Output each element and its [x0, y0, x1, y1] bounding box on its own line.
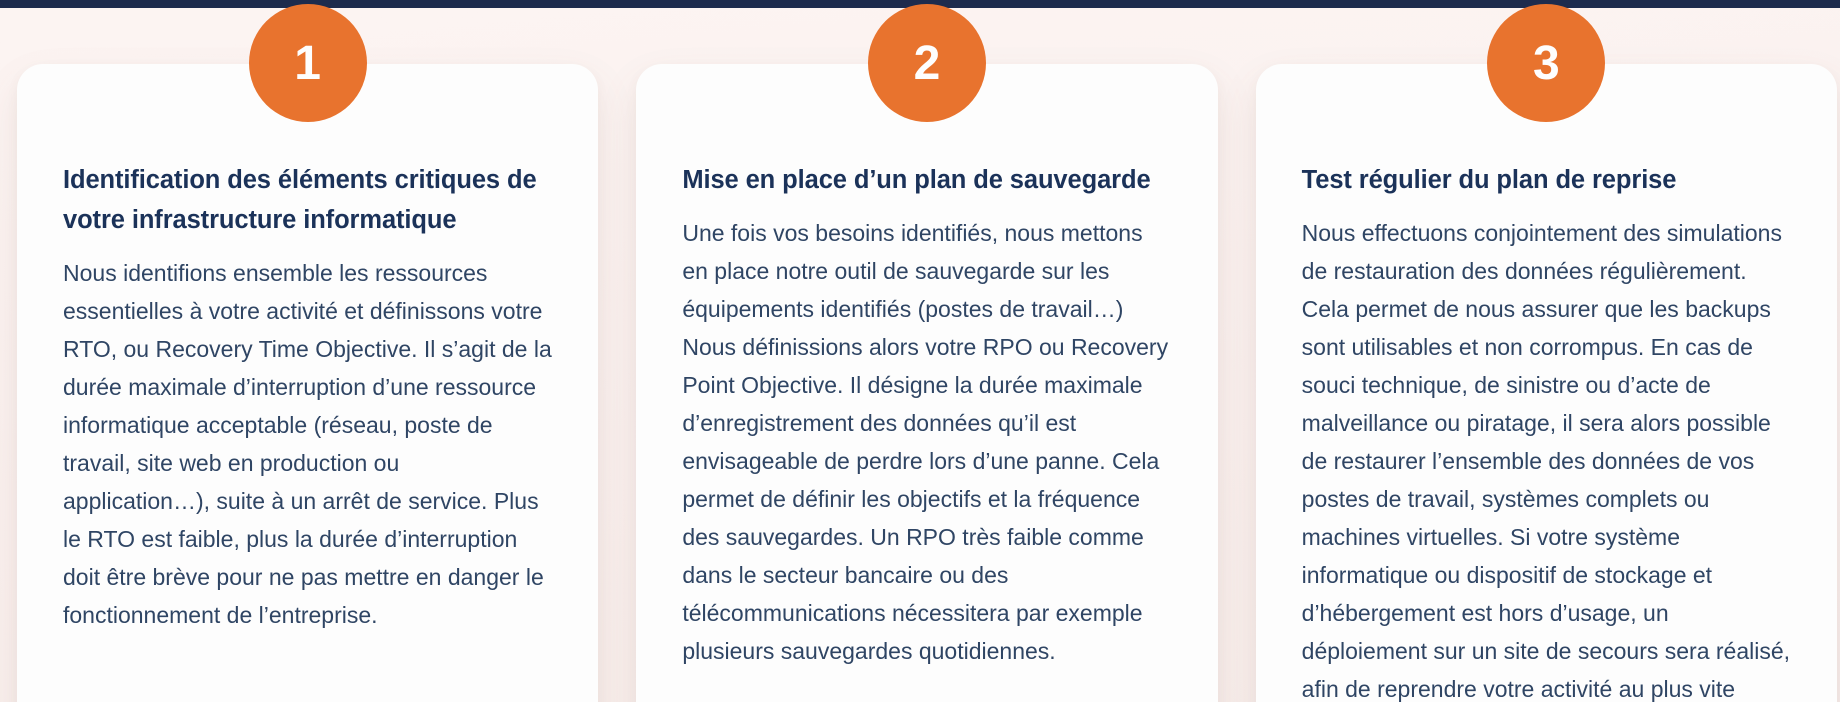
step-number: 1: [294, 36, 321, 90]
step-column-1: [17, 0, 598, 702]
step-title: Test régulier du plan de reprise: [1301, 166, 1677, 194]
step-column-2: [636, 0, 1217, 702]
step-card: [1256, 64, 1837, 702]
step-number-badge: [1487, 4, 1605, 122]
step-number-badge: [249, 4, 367, 122]
step-card: [636, 64, 1217, 702]
step-number: 3: [1532, 36, 1560, 90]
step-title: Mise en place d’un plan de sauvegarde: [682, 166, 1151, 194]
step-card: [17, 64, 598, 702]
step-description: Nous effectuons conjointement des simulations de restauration des données régulièrement. Cela permet de nous assurer que les backups sont utilisables et non corrompus. En cas de souci technique, de sinistre ou d’acte de malveillance ou piratage, il sera alors possible de restaurer l’ensemble des données de vos postes de travail, systèmes complets ou machines virtuelles. Si votre système informatique ou dispositif de stockage et d’hébergement est hors d’usage, un déploiement sur un site de secours sera réalisé, afin de reprendre votre activité au plus vite: [1301, 220, 1791, 702]
step-number: 2: [913, 36, 941, 90]
step-column-3: [1256, 0, 1837, 702]
step-number-badge: [868, 4, 986, 122]
step-title: Identification des éléments critiques de votre infrastructure informatique: [63, 166, 537, 234]
step-description: Nous identifions ensemble les ressources essentielles à votre activité et définissons votre RTO, ou Recovery Time Objective. Il s’agit de la durée maximale d’interruption d’une ressource informatique acceptable (réseau, poste de travail, site web en production ou application…), suite à un arrêt de service. Plus le RTO est faible, plus la durée d’interruption doit être brève pour ne pas mettre en danger le fonctionnement de l’entreprise.: [63, 260, 552, 628]
step-description: Une fois vos besoins identifiés, nous mettons en place notre outil de sauvegarde sur les équipements identifiés (postes de travail…) Nous définissions alors votre RPO ou Recovery Point Objective. Il désigne la durée maximale d’enregistrement des données qu’il est envisageable de perdre lors d’une panne. Cela permet de définir les objectifs et la fréquence des sauvegardes. Un RPO très faible comme dans le secteur bancaire ou des télécommunications nécessitera par exemple plusieurs sauvegardes quotidiennes.: [682, 220, 1169, 664]
